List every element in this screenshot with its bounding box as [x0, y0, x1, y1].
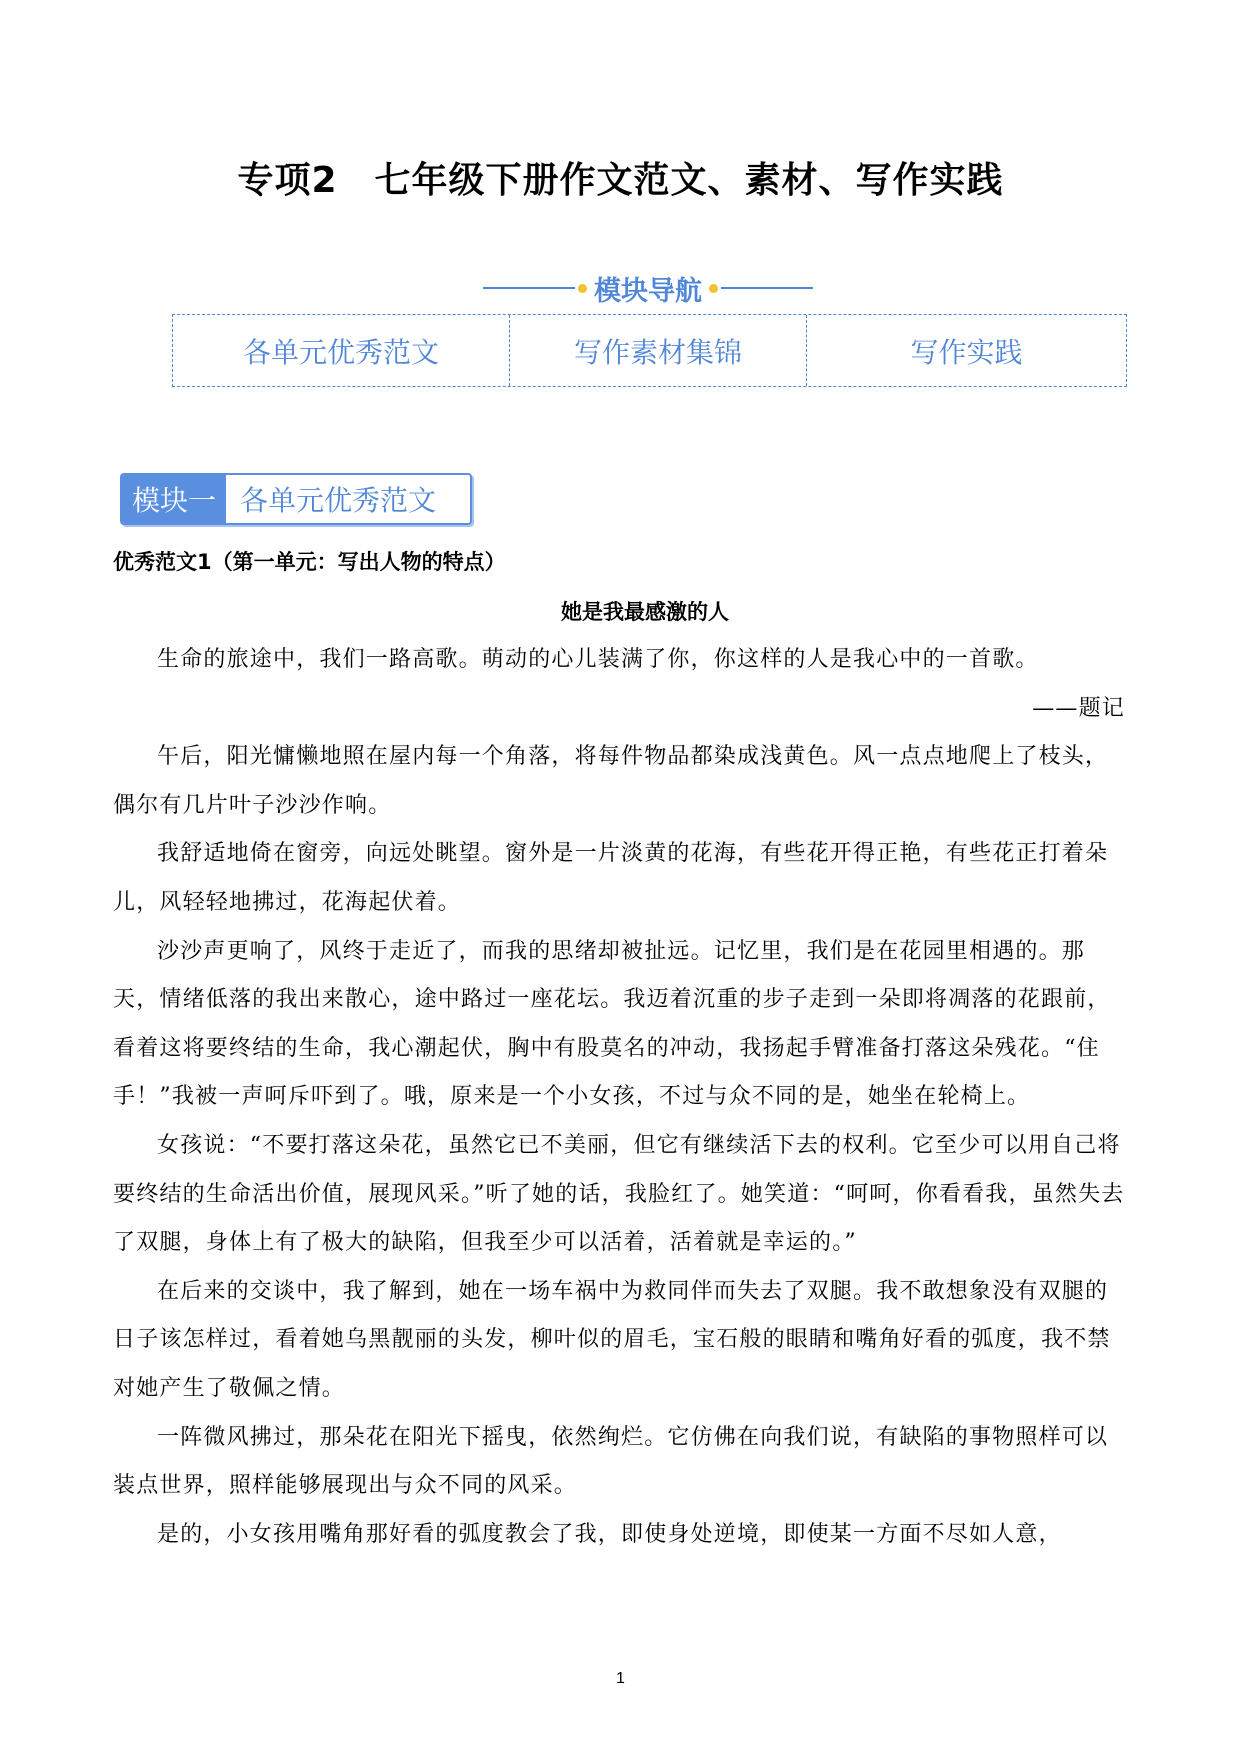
divider-line — [483, 287, 575, 289]
module-navigation-table — [172, 314, 1127, 387]
module-heading — [120, 473, 472, 525]
epigraph-signature: ——题记 — [1032, 695, 1125, 721]
essay-paragraph: 沙沙声更响了，风终于走近了，而我的思绪却被扯远。记忆里，我们是在花园里相遇的。那天，情绪低落的我出来散心，途中路过一座花坛。我迈着沉重的步子走到一朵即将凋落的花跟前，看着这将要终结的生命，我心潮起伏，胸中有股莫名的冲动，我扬起手臂准备打落这朵残花。“住手！”我被一声呵斥吓到了。哦，原来是一个小女孩，不过与众不同的是，她坐在轮椅上。 — [113, 938, 1111, 1110]
nav-item-writing-practice[interactable]: 写作实践 — [806, 315, 1126, 386]
page-number: 1 — [616, 1670, 625, 1687]
essay-paragraph: 我舒适地倚在窗旁，向远处眺望。窗外是一片淡黄的花海，有些花开得正艳，有些花正打着朵儿，风轻轻地拂过，花海起伏着。 — [113, 841, 1109, 915]
dot-icon — [578, 284, 587, 293]
essay-paragraph: 是的，小女孩用嘴角那好看的弧度教会了我，即使身处逆境，即使某一方面不尽如人意， — [157, 1521, 1062, 1547]
essay-paragraph: 午后，阳光慵懒地照在屋内每一个角落，将每件物品都染成浅黄色。风一点点地爬上了枝头，偶尔有几片叶子沙沙作响。 — [113, 744, 1109, 818]
navigation-heading-label: 模块导航 — [594, 275, 702, 307]
essay-paragraph: 女孩说：“不要打落这朵花，虽然它已不美丽，但它有继续活下去的权利。它至少可以用自己将要终结的生命活出价值，展现风采。”听了她的话，我脸红了。她笑道：“呵呵，你看看我，虽然失去了双腿，身体上有了极大的缺陷，但我至少可以活着，活着就是幸运的。” — [113, 1132, 1125, 1256]
divider-line — [721, 287, 813, 289]
essay-body — [113, 636, 1125, 1559]
module-navigation-heading — [478, 268, 818, 308]
dot-icon — [709, 284, 718, 293]
nav-item-excellent-essays[interactable]: 各单元优秀范文 — [242, 335, 439, 369]
essay-title: 她是我最感激的人 — [561, 599, 729, 624]
essay-paragraph: 在后来的交谈中，我了解到，她在一场车祸中为救同伴而失去了双腿。我不敢想象没有双腿的日子该怎样过，看着她乌黑靓丽的头发，柳叶似的眉毛，宝石般的眼睛和嘴角好看的弧度，我不禁对她产生了敬佩之情。 — [113, 1278, 1111, 1401]
essay-paragraph: 一阵微风拂过，那朵花在阳光下摇曳，依然绚烂。它仿佛在向我们说，有缺陷的事物照样可以装点世界，照样能够展现出与众不同的风采。 — [113, 1424, 1109, 1499]
essay-paragraph: 生命的旅途中，我们一路高歌。萌动的心儿装满了你，你这样的人是我心中的一首歌。 — [157, 647, 1039, 672]
page-title: 专项2 七年级下册作文范文、素材、写作实践 — [237, 160, 1004, 201]
essay-label: 优秀范文1（第一单元：写出人物的特点） — [113, 550, 506, 574]
module-tag: 模块一 — [122, 475, 226, 523]
module-name: 各单元优秀范文 — [240, 484, 437, 517]
nav-item-writing-materials[interactable]: 写作素材集锦 — [509, 315, 806, 386]
